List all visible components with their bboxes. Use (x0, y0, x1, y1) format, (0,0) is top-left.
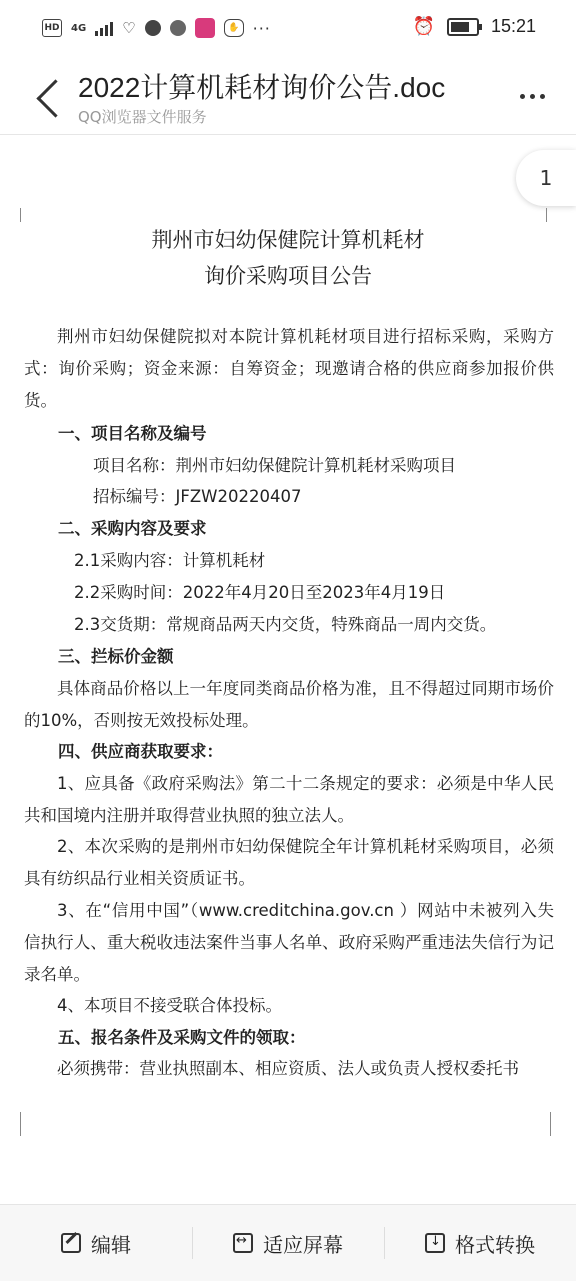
more-dots-icon: ··· (252, 18, 271, 38)
more-dot-icon (530, 94, 535, 99)
file-title: 2022计算机耗材询价公告.doc (78, 72, 446, 103)
status-icons-right (413, 16, 536, 37)
globe-icon (170, 20, 186, 36)
price-cap-paragraph: 具体商品价格以上一年度同类商品价格为准，且不得超过同期市场价的10%，否则按无效投标处理。 (24, 679, 554, 730)
delivery-period: 2.3交货期：常规商品两天内交货，特殊商品一周内交货。 (74, 615, 497, 634)
bottom-toolbar (0, 1204, 576, 1281)
procurement-content: 2.1采购内容：计算机耗材 (74, 551, 266, 570)
section4-heading: 四、供应商获取要求： (58, 742, 223, 761)
page-corner-mark (550, 1112, 557, 1136)
more-dot-icon (520, 94, 525, 99)
more-dot-icon (540, 94, 545, 99)
document-page (0, 220, 576, 292)
requirement-2: 2、本次采购的是荆州市妇幼保健院全年计算机耗材采购项目，必须具有纺织品行业相关资质证书。 (24, 837, 554, 888)
requirement-4: 4、本项目不接受联合体投标。 (57, 996, 282, 1015)
heart-icon: ♡ (122, 19, 136, 37)
status-icons-left (42, 18, 271, 38)
hd-icon: HD (42, 19, 62, 37)
app-header (0, 58, 576, 135)
requirement-1: 1、应具备《政府采购法》第二十二条规定的要求：必须是中华人民共和国境内注册并取得营业执照的独立法人。 (24, 774, 554, 825)
intro-paragraph: 荆州市妇幼保健院拟对本院计算机耗材项目进行招标采购，采购方式：询价采购；资金来源：自筹资金；现邀请合格的供应商参加报价供货。 (24, 327, 554, 410)
fit-screen-button[interactable] (192, 1205, 384, 1281)
registration-paragraph: 必须携带：营业执照副本、相应资质、法人或负责人授权委托书 (57, 1059, 519, 1078)
tender-code: 招标编号：JFZW20220407 (93, 487, 302, 506)
fit-screen-icon (233, 1233, 253, 1253)
format-convert-label: 格式转换 (455, 1232, 535, 1257)
back-button[interactable] (30, 68, 70, 124)
format-convert-icon (425, 1233, 445, 1253)
section2-heading: 二、采购内容及要求 (58, 519, 207, 538)
edit-label: 编辑 (91, 1232, 131, 1257)
document-title-line2: 询价采购项目公告 (204, 264, 372, 288)
procurement-period: 2.2采购时间：2022年4月20日至2023年4月19日 (74, 583, 446, 602)
document-title (0, 224, 576, 292)
qq-icon (145, 20, 161, 36)
section5-heading: 五、报名条件及采购文件的领取： (58, 1028, 306, 1047)
more-options-button[interactable] (512, 78, 552, 114)
app-icon-2: ✋ (224, 19, 244, 37)
document-title-line1: 荆州市妇幼保健院计算机耗材 (151, 228, 425, 252)
requirement-3: 3、在“信用中国”（www.creditchina.gov.cn ）网站中未被列入失信执行人、重大税收违法案件当事人名单、政府采购严重违法失信行为记录名单。 (24, 901, 554, 984)
fit-screen-label: 适应屏幕 (263, 1232, 343, 1257)
edit-button[interactable] (0, 1205, 192, 1281)
status-bar (0, 0, 576, 58)
signal-icon (95, 20, 113, 36)
network-type-label: 4G (71, 22, 87, 34)
section3-heading: 三、拦标价金额 (58, 647, 174, 666)
alarm-icon: ⏰ (412, 16, 435, 36)
edit-icon (61, 1233, 81, 1253)
battery-icon (447, 18, 479, 36)
file-subtitle: QQ浏览器文件服务 (78, 108, 207, 126)
app-icon (195, 18, 215, 38)
clock-time: 15:21 (490, 16, 536, 36)
page-corner-mark (14, 1112, 21, 1136)
section1-heading: 一、项目名称及编号 (58, 424, 207, 443)
page-number-indicator[interactable]: 1 (516, 150, 576, 206)
project-name: 项目名称：荆州市妇幼保健院计算机耗材采购项目 (93, 456, 456, 475)
format-convert-button[interactable] (384, 1205, 576, 1281)
